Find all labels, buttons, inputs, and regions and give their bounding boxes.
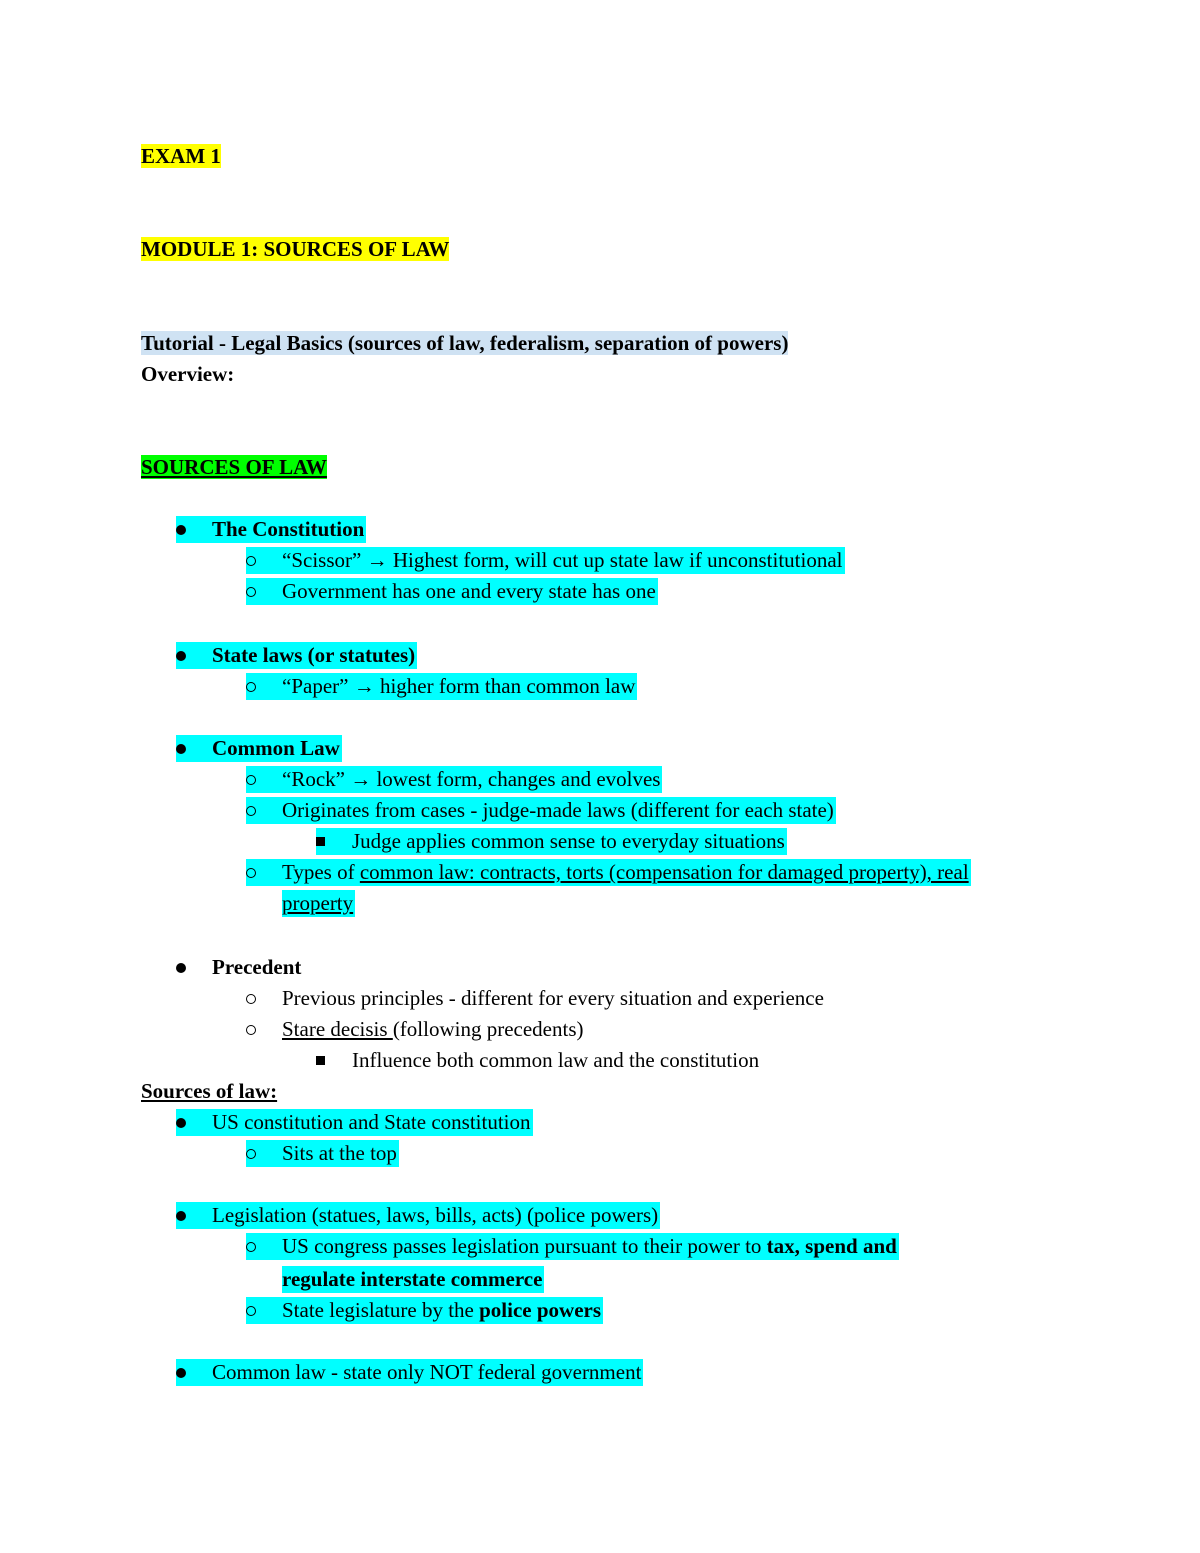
hollow-bullet-icon: [246, 985, 282, 1012]
common-law-sub2: Originates from cases - judge-made laws (different for each state): [282, 798, 834, 822]
list-item-common-law-sub2a: [316, 828, 787, 855]
list-item-common-law: [176, 735, 342, 762]
hollow-bullet-icon: [246, 1233, 282, 1260]
filled-bullet-icon: [176, 954, 212, 981]
hollow-bullet-icon: [246, 578, 282, 605]
hollow-bullet-icon: [246, 859, 282, 886]
list-item-common-law-sub3: [246, 859, 971, 886]
list-item-constitution-sub1: [246, 547, 845, 574]
exam-title: [141, 143, 221, 170]
legislation-title: Legislation (statues, laws, bills, acts) (police powers): [212, 1203, 659, 1227]
module-title-text: MODULE 1: SOURCES OF LAW: [141, 237, 450, 261]
filled-bullet-icon: [176, 1202, 212, 1229]
list-item-state-laws: [176, 642, 417, 669]
filled-bullet-icon: [176, 735, 212, 762]
legislation-sub2-bold: police powers: [479, 1298, 602, 1322]
filled-bullet-icon: [176, 516, 212, 543]
list-item-common-law-sub2: [246, 797, 836, 824]
list-item-precedent-sub2: [246, 1016, 586, 1043]
list-item-us-constitution: [176, 1109, 533, 1136]
hollow-bullet-icon: [246, 1140, 282, 1167]
hollow-bullet-icon: [246, 1297, 282, 1324]
constitution-sub1: “Scissor” → Highest form, will cut up state law if unconstitutional: [282, 548, 843, 572]
constitution-title: The Constitution: [212, 517, 365, 541]
list-item-common-law-sub1: [246, 766, 662, 793]
common-law-sub2a: Judge applies common sense to everyday situations: [352, 829, 785, 853]
state-laws-sub1: “Paper” → higher form than common law: [282, 674, 636, 698]
sources-of-law-label: Sources of law:: [141, 1079, 278, 1103]
hollow-bullet-icon: [246, 797, 282, 824]
constitution-sub2: Government has one and every state has one: [282, 579, 656, 603]
list-item-legislation-sub1: [246, 1233, 899, 1260]
precedent-sub2-rest: (following precedents): [392, 1017, 584, 1041]
stare-decisis-term: Stare decisis: [282, 1017, 393, 1041]
overview-label: Overview:: [141, 362, 235, 386]
square-bullet-icon: [316, 1047, 352, 1074]
list-item-state-laws-sub1: [246, 673, 637, 700]
precedent-sub2a: Influence both common law and the constitution: [352, 1048, 760, 1072]
sources-heading-text: SOURCES OF LAW: [141, 455, 327, 479]
common-law-note: Common law - state only NOT federal government: [212, 1360, 642, 1384]
common-law-sub1: “Rock” → lowest form, changes and evolves: [282, 767, 661, 791]
list-item-precedent: [176, 954, 303, 981]
filled-bullet-icon: [176, 642, 212, 669]
exam-title-text: EXAM 1: [141, 144, 221, 168]
us-constitution-sub1: Sits at the top: [282, 1141, 397, 1165]
state-laws-title: State laws (or statutes): [212, 643, 416, 667]
tutorial-title-text: Tutorial - Legal Basics (sources of law, federalism, separation of powers): [141, 331, 789, 355]
module-title: [141, 236, 449, 263]
legislation-sub1-bold: tax, spend and: [766, 1234, 897, 1258]
square-bullet-icon: [316, 828, 352, 855]
legislation-sub1-plain: US congress passes legislation pursuant to their power to: [282, 1234, 767, 1258]
hollow-bullet-icon: [246, 673, 282, 700]
list-item-precedent-sub2a: [316, 1047, 761, 1074]
list-item-common-law-note: [176, 1359, 643, 1386]
precedent-sub1: Previous principles - different for every situation and experience: [282, 986, 824, 1010]
sources-heading: [141, 454, 327, 481]
filled-bullet-icon: [176, 1109, 212, 1136]
common-law-title: Common Law: [212, 736, 340, 760]
list-item-legislation-sub2: [246, 1297, 603, 1324]
legislation-sub1-continued: regulate interstate commerce: [282, 1267, 543, 1291]
filled-bullet-icon: [176, 1359, 212, 1386]
us-constitution-title: US constitution and State constitution: [212, 1110, 531, 1134]
list-item-constitution-sub2: [246, 578, 658, 605]
tutorial-title: [141, 330, 788, 357]
common-law-sub3-prefix: Types of: [282, 860, 360, 884]
list-item-us-constitution-sub1: [246, 1140, 399, 1167]
common-law-sub3-continued: property: [282, 891, 354, 915]
list-item-precedent-sub1: [246, 985, 826, 1012]
legislation-sub2-plain: State legislature by the: [282, 1298, 480, 1322]
hollow-bullet-icon: [246, 766, 282, 793]
list-item-legislation: [176, 1202, 660, 1229]
precedent-title: Precedent: [212, 955, 302, 979]
list-item-constitution: [176, 516, 366, 543]
hollow-bullet-icon: [246, 547, 282, 574]
common-law-sub3-types: common law: contracts, torts (compensation for damaged property), real: [359, 860, 969, 884]
hollow-bullet-icon: [246, 1016, 282, 1043]
